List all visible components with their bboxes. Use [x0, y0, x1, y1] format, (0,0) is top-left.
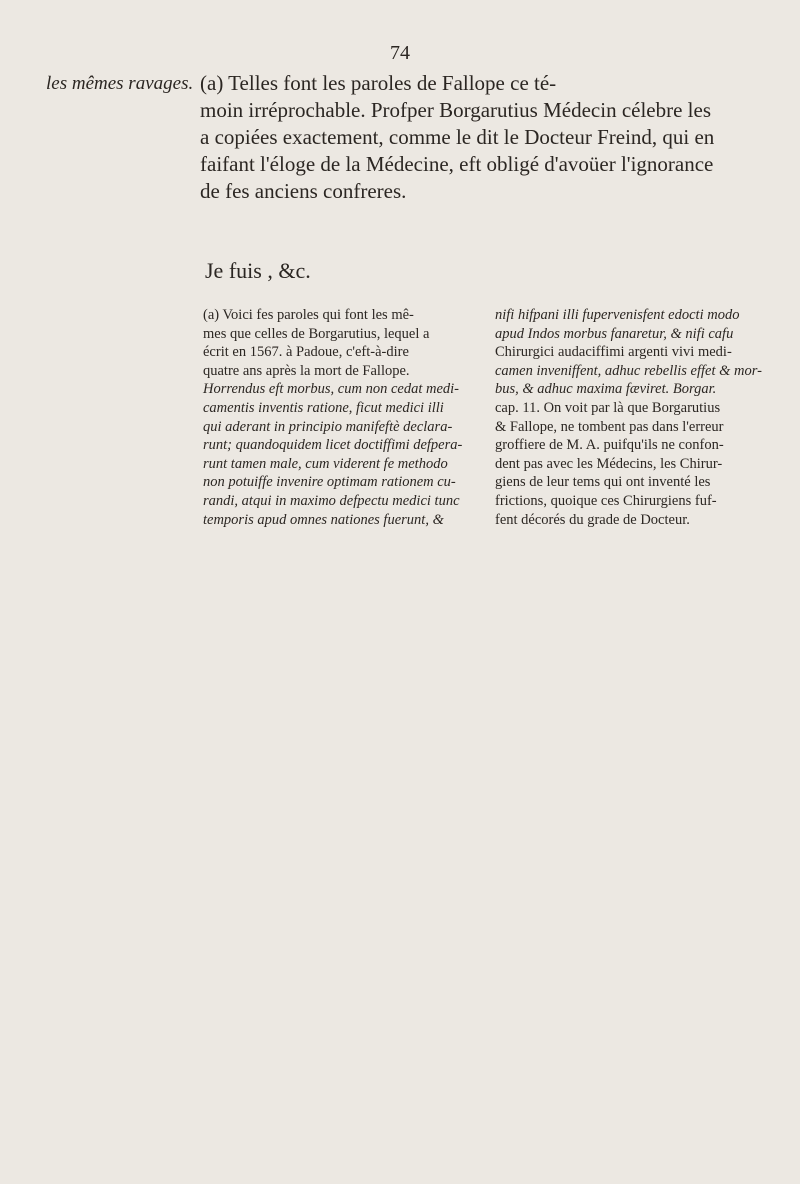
- footnote-line: runt tamen male, cum viderent fe methodo: [203, 455, 448, 472]
- footnote-line: & Fallope, ne tombent pas dans l'erreur: [495, 418, 724, 435]
- footnote-line: non potuiffe invenire optimam rationem cu-: [203, 474, 456, 491]
- footnote-right-column: [495, 306, 765, 529]
- footnote-line: qui aderant in principio manifeftè declara-: [203, 418, 453, 435]
- footnote-line: randi, atqui in maximo defpectu medici tunc: [203, 492, 460, 509]
- footnote-left-column: [203, 306, 473, 529]
- main-text: [46, 70, 760, 205]
- footnote-line: (a) Voici fes paroles qui font les mê-: [203, 307, 414, 323]
- footnote-line: quatre ans après la mort de Fallope.: [203, 362, 410, 379]
- footnote-line: groffiere de M. A. puifqu'ils ne confon-: [495, 437, 724, 454]
- footnote-line: écrit en 1567. à Padoue, c'eft-à-dire: [203, 344, 409, 361]
- footnote-line: dent pas avec les Médecins, les Chirur-: [495, 455, 723, 472]
- main-line: moin irréprochable. Profper Borgarutius Médecin célebre les: [200, 98, 712, 122]
- main-line: a copiées exactement, comme le dit le Docteur Freind, qui en: [200, 125, 715, 149]
- footnote-line: fent décorés du grade de Docteur.: [495, 511, 690, 528]
- page-number: 74: [390, 42, 410, 64]
- footnote-line: cap. 11. On voit par là que Borgarutius: [495, 399, 721, 416]
- main-line: [46, 70, 760, 97]
- main-line: de fes anciens confreres.: [200, 179, 407, 203]
- footnote-line: giens de leur tems qui ont inventé les: [495, 474, 711, 491]
- footnote-line: Horrendus eft morbus, cum non cedat medi-: [203, 381, 459, 398]
- footnote-line: frictions, quoique ces Chirurgiens fuf-: [495, 492, 717, 509]
- footnote-line: temporis apud omnes nationes fuerunt, &: [203, 511, 444, 528]
- footnote-line: mes que celles de Borgarutius, lequel a: [203, 325, 430, 342]
- footnote-line: nifi hifpani illi fupervenisfent edocti modo: [495, 307, 740, 323]
- margin-note: les mêmes ravages.: [46, 73, 194, 94]
- footnote-line: camentis inventis ratione, ficut medici illi: [203, 399, 444, 416]
- footnote-line: runt; quandoquidem licet doctiffimi defpera-: [203, 437, 463, 454]
- main-line-text: (a) Telles font les paroles de Fallope ce té-: [200, 71, 557, 95]
- footnote-line: apud Indos morbus fanaretur, & nifi cafu: [495, 325, 734, 342]
- footnote-line: camen inveniffent, adhuc rebellis effet & mor-: [495, 362, 762, 379]
- footnote-line: bus, & adhuc maxima fæviret. Borgar.: [495, 381, 717, 398]
- closing-line: Je fuis , &c.: [205, 258, 311, 283]
- main-line: faifant l'éloge de la Médecine, eft obligé d'avoüer l'ignorance: [200, 152, 714, 176]
- footnote-line: Chirurgici audaciffimi argenti vivi medi-: [495, 344, 732, 361]
